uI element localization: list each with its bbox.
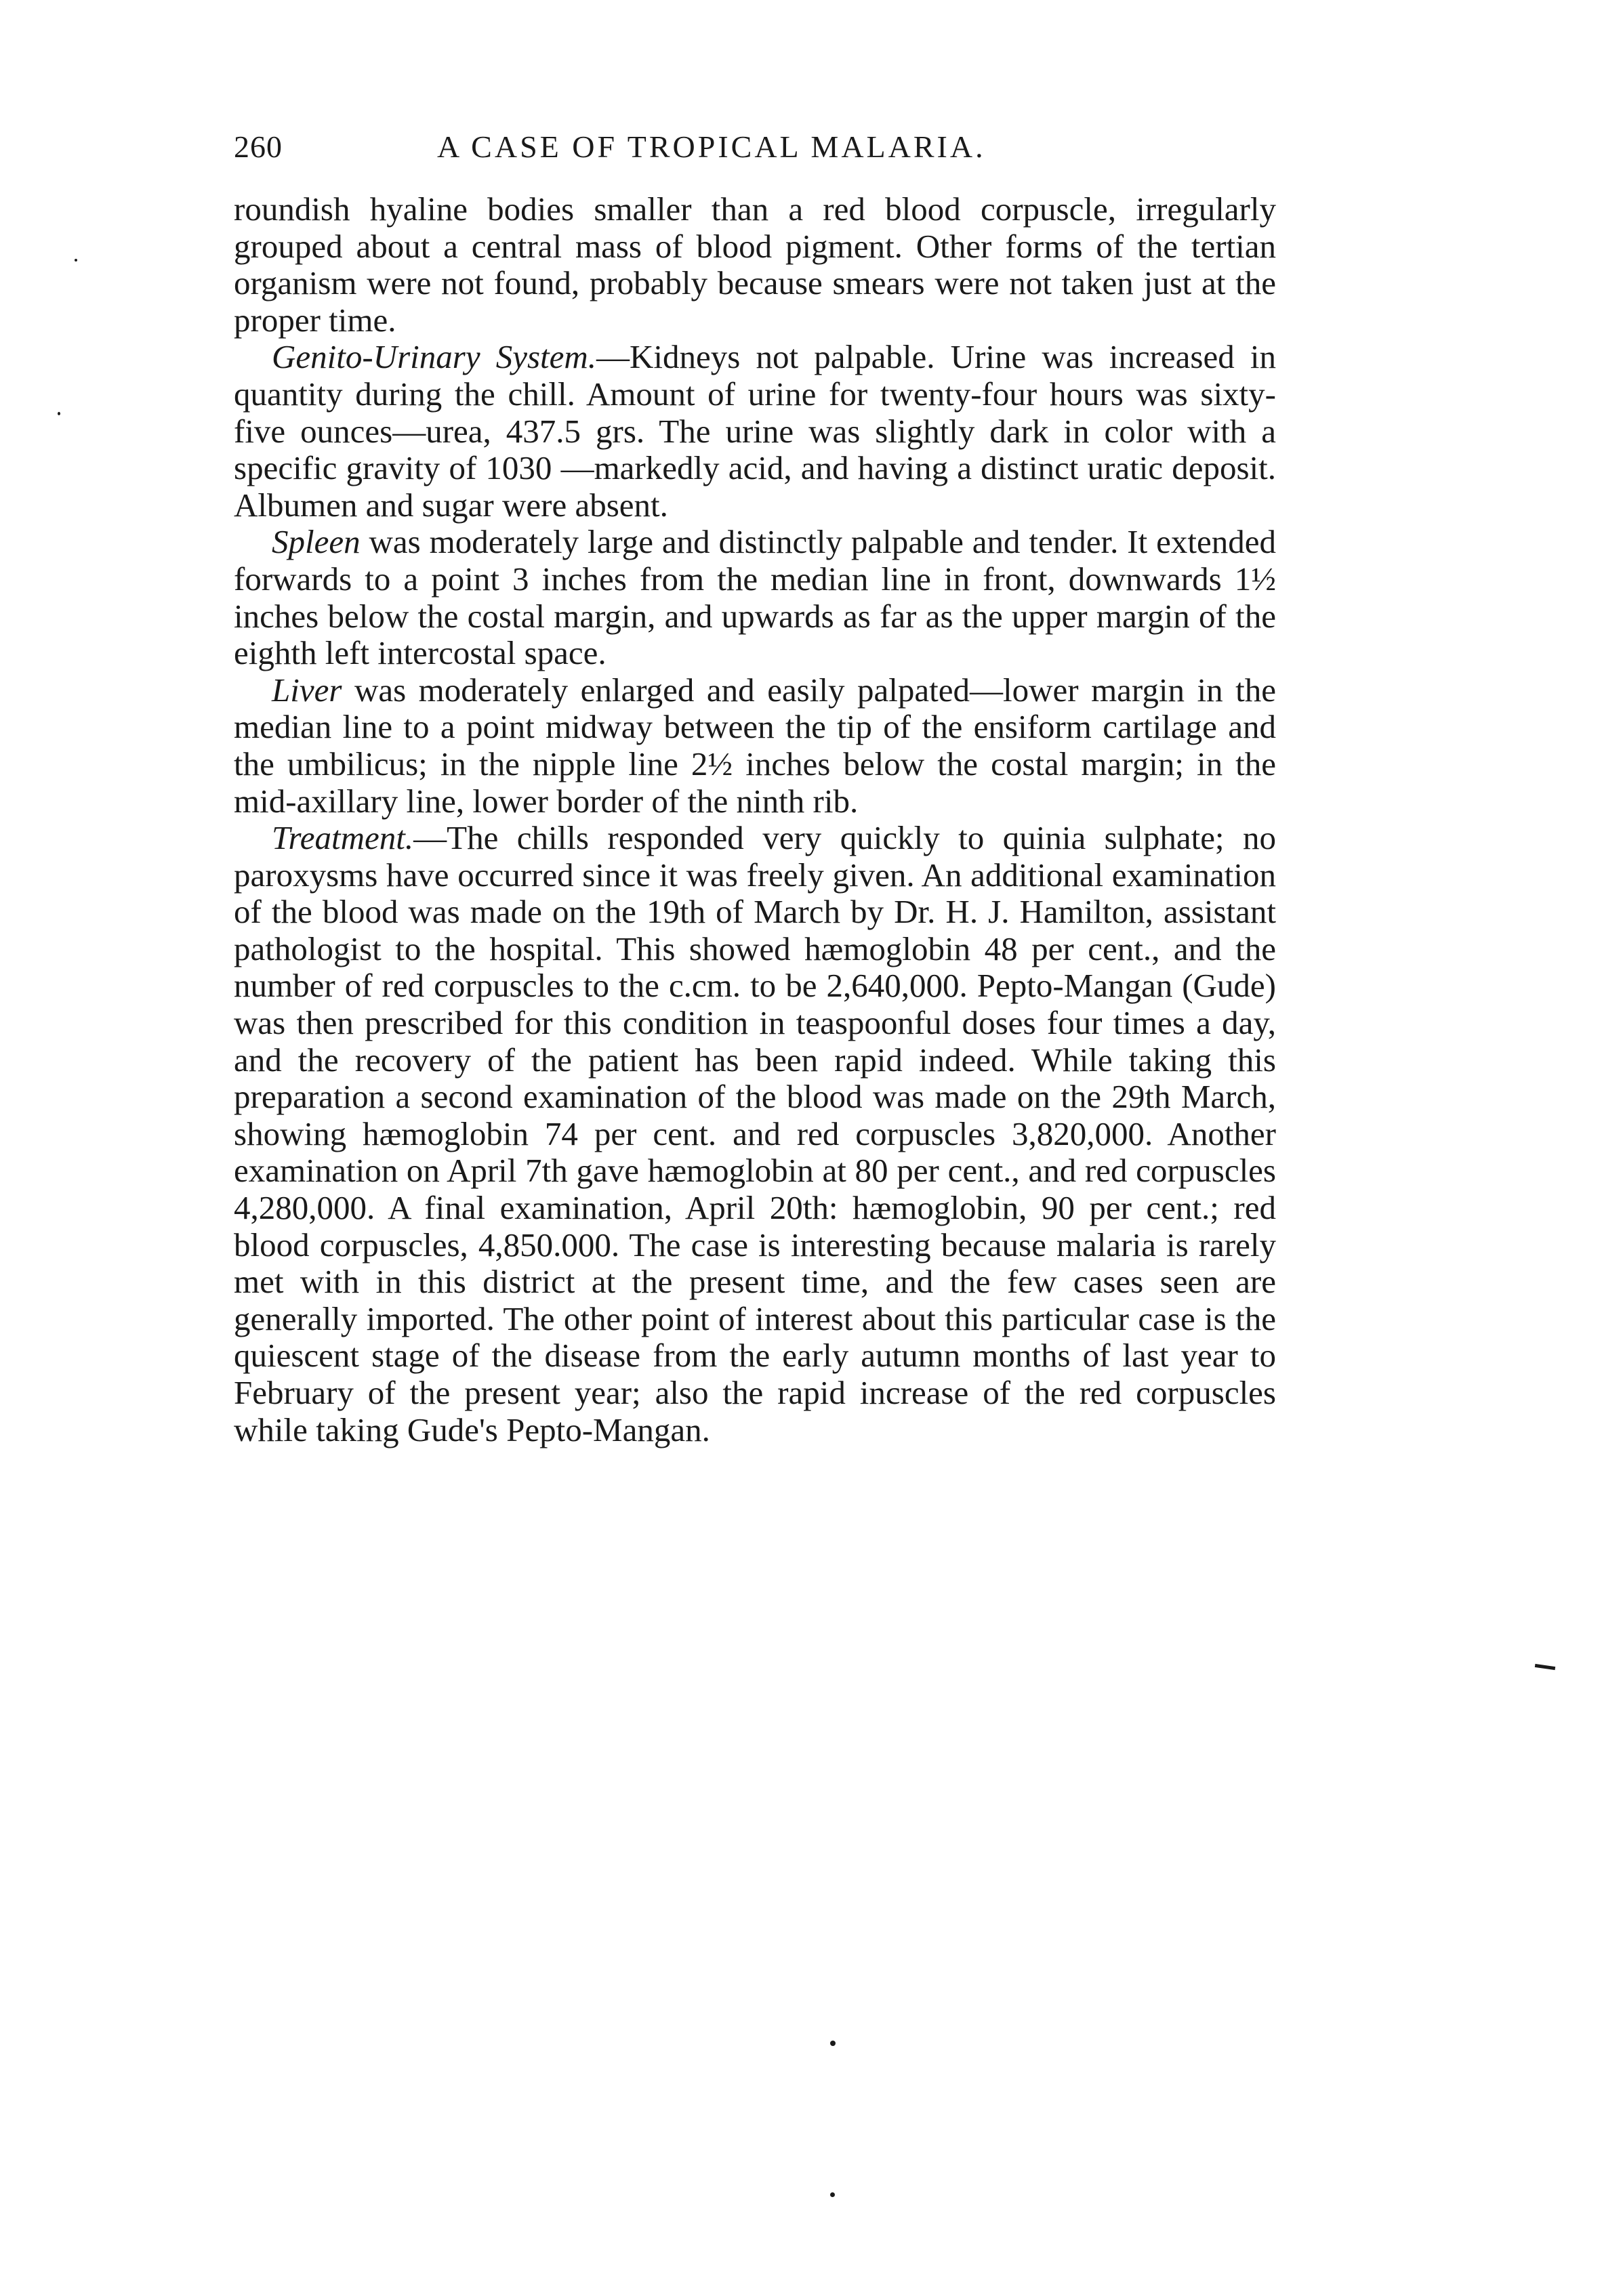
paragraph-treatment — [234, 820, 1276, 1448]
body-text — [234, 191, 1276, 1448]
page-number: 260 — [234, 129, 283, 164]
paragraph-lead: Genito-Urinary System. — [272, 338, 597, 376]
page-header — [234, 129, 1277, 176]
scan-speck — [830, 2041, 836, 2046]
scan-mark — [1535, 1664, 1555, 1670]
paragraph-genito-urinary — [234, 339, 1276, 524]
paragraph-lead: Liver — [272, 671, 342, 709]
paragraph-text: roundish hyaline bodies smaller than a red blood corpuscle, irregularly grouped about a central mass of blood pigment. Other forms of the tertian organism were not found, probably because smears were not taken just at the proper time. — [234, 190, 1276, 339]
running-head: A CASE OF TROPICAL MALARIA. — [437, 129, 986, 164]
paragraph-text: was moderately large and distinctly palpable and tender. It extended forwards to a point 3 inches from the median line in front, downwards 1½ inches below the costal margin, and upwards as far as the upper margin of the eighth left intercostal space. — [234, 523, 1276, 672]
paragraph-lead: Treatment. — [272, 819, 414, 857]
paragraph-text: —The chills responded very quickly to quinia sulphate; no paroxysms have occurred since it was freely given. An additional examination of the blood was made on the 19th of March by Dr. H. J. Hamilton, assistant pathologist to the hospital. This showed hæmoglobin 48 per cent., and the number of red corpuscles to the c.cm. to be 2,640,000. Pepto-Mangan (Gude) was then prescribed for this condition in teaspoonful doses four times a day, and the recovery of the patient has been rapid indeed. While taking this preparation a second examination of the blood was made on the 29th March, showing hæmoglobin 74 per cent. and red corpuscles 3,820,000. Another examination on April 7th gave hæmoglobin at 80 per cent., and red corpuscles 4,280,000. A final examination, April 20th: hæmoglobin, 90 per cent.; red blood corpuscles, 4,850.000. The case is interesting because malaria is rarely met with in this district at the present time, and the few cases seen are generally imported. The other point of interest about this particular case is the quiescent stage of the disease from the early autumn months of last year to February of the present year; also the rapid increase of the red corpuscles while taking Gude's Pepto-Mangan. — [234, 819, 1276, 1448]
paragraph-lead: Spleen — [272, 523, 361, 561]
paragraph-continuation — [234, 191, 1276, 339]
paragraph-text: —Kidneys not palpable. Urine was increased in quantity during the chill. Amount of urine for twenty-four hours was sixty-five ounces—urea, 437.5 grs. The urine was slightly dark in color with a specific gravity of 1030 —markedly acid, and having a distinct uratic deposit. Albumen and sugar were absent. — [234, 338, 1276, 524]
scan-speck — [830, 2192, 835, 2197]
paragraph-text: was moderately enlarged and easily palpated—lower margin in the median line to a point midway between the tip of the ensiform cartilage and the umbilicus; in the nipple line 2½ inches below the costal margin; in the mid-axillary line, lower border of the ninth rib. — [234, 671, 1276, 820]
scan-speck — [75, 259, 77, 262]
paragraph-liver — [234, 672, 1276, 820]
scan-speck — [58, 412, 60, 415]
paragraph-spleen — [234, 524, 1276, 671]
